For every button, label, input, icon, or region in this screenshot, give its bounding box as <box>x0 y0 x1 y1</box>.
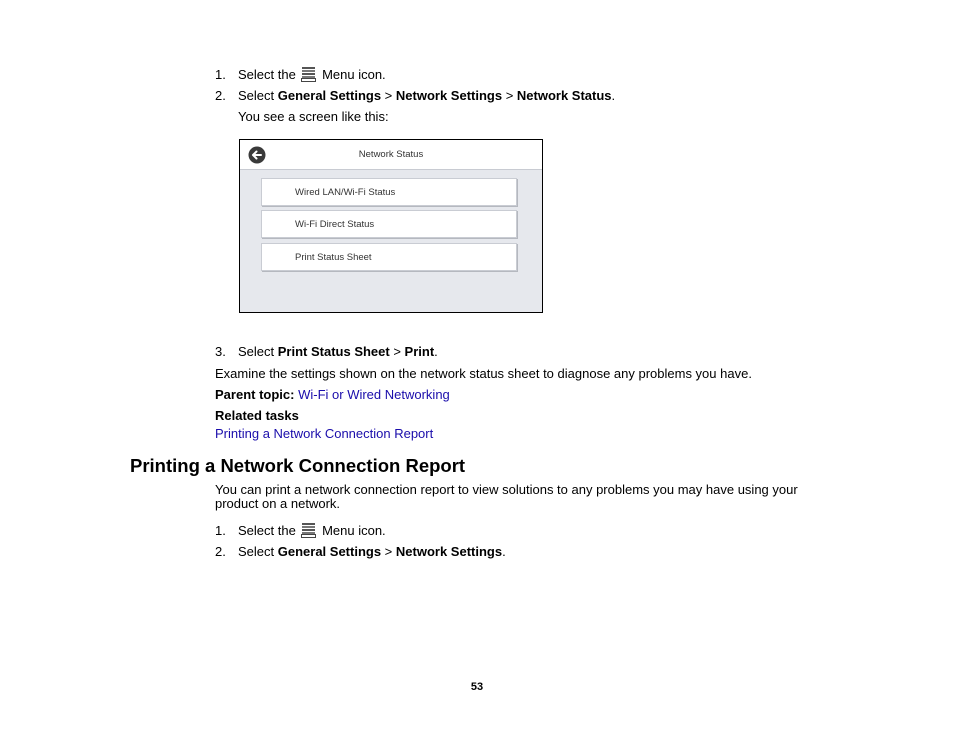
menu-icon <box>301 523 316 538</box>
screen-title: Network Status <box>358 149 424 160</box>
menu-icon <box>301 67 316 82</box>
section-heading: Printing a Network Connection Report <box>130 455 466 476</box>
related-task-link[interactable]: Printing a Network Connection Report <box>215 426 434 441</box>
see-screen-text: You see a screen like this: <box>238 109 389 124</box>
step-3: 3. Select Print Status Sheet > Print. <box>215 344 438 359</box>
examine-text: Examine the settings shown on the network status sheet to diagnose any problems you have. <box>215 366 752 381</box>
network-status-screen <box>239 139 543 313</box>
parent-topic-link[interactable]: Wi-Fi or Wired Networking <box>298 387 450 402</box>
wifi-direct-status-button: Wi-Fi Direct Status <box>261 210 517 238</box>
page-number: 53 <box>470 681 484 693</box>
related-tasks-label: Related tasks <box>215 408 299 423</box>
wired-lan-wifi-status-button: Wired LAN/Wi-Fi Status <box>261 178 517 206</box>
print-status-sheet-button: Print Status Sheet <box>261 243 517 271</box>
section2-step-2: 2. Select General Settings > Network Settings. <box>215 544 506 559</box>
screen-header <box>240 140 542 170</box>
parent-topic: Parent topic: Wi-Fi or Wired Networking <box>215 387 450 402</box>
step-1: 1. Select the Menu icon. <box>215 67 386 82</box>
intro-paragraph: You can print a network connection report to view solutions to any problems you may have using your product on a network. <box>215 482 798 511</box>
step-2: 2. Select General Settings > Network Settings > Network Status. <box>215 88 616 103</box>
section2-step-1: 1. Select the Menu icon. <box>215 523 386 538</box>
